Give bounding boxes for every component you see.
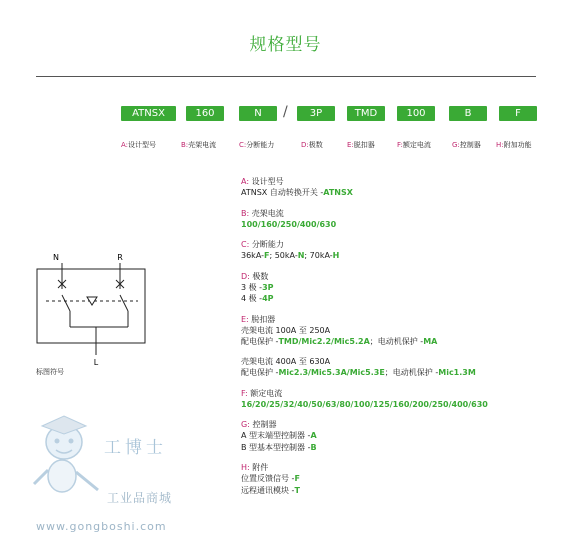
spec-item-a: A: 设计型号 ATNSX 自动转换开关 -ATNSX — [241, 177, 353, 197]
code-box-g: B — [449, 106, 487, 121]
spec-item-g: G: 控制器 A 型末端型控制器 -A B 型基本型控制器 -B — [241, 420, 317, 452]
title-divider — [36, 76, 536, 77]
code-box-f: 100 — [397, 106, 435, 121]
spec-list — [241, 176, 561, 505]
code-box-d: 3P — [297, 106, 335, 121]
spec-item-h: H: 附件 位置反馈信号 -F 远程通讯模块 -T — [241, 463, 300, 495]
spec-item-f: F: 额定电流 16/20/25/32/40/50/63/80/100/125/160/200/250/400/630 — [241, 388, 488, 409]
watermark-url: www.gongboshi.com — [36, 520, 167, 533]
r-switch-blade — [120, 295, 128, 311]
code-label-e: E:脱扣器 — [347, 141, 375, 149]
switch-symbol-diagram — [36, 251, 148, 367]
code-label-f: F:额定电流 — [397, 141, 431, 149]
symbol-caption: 标图符号 — [36, 368, 64, 376]
spec-item-d: D: 极数 3 极 -3P 4 极 -4P — [241, 271, 274, 303]
watermark-brand: 工博士 — [104, 438, 167, 458]
symbol-label-r: R — [117, 253, 123, 262]
code-box-c: N — [239, 106, 277, 121]
spec-item-e: E: 脱扣器 壳架电流 100A 至 250A 配电保护 -TMD/Mic2.2/Mic5.2A；电动机保护 -MA 壳架电流 400A 至 630A 配电保护 -Mic2.3/Mic5.3A/Mic5.3E；电动机保护 -Mic1.3M — [241, 314, 476, 377]
symbol-frame — [37, 269, 145, 343]
symbol-label-l: L — [93, 358, 99, 367]
code-box-a: ATNSX — [121, 106, 176, 121]
code-label-c: C:分断能力 — [239, 141, 275, 149]
code-label-h: H:附加功能 — [496, 141, 532, 149]
spec-item-c: C: 分断能力 36kA-F; 50kA-N; 70kA-H — [241, 240, 340, 260]
code-label-a: A:设计型号 — [121, 141, 157, 149]
n-switch-blade — [62, 295, 70, 311]
code-label-d: D:极数 — [301, 141, 323, 149]
code-label-g: G:控制器 — [452, 141, 481, 149]
model-code-row — [0, 106, 571, 122]
code-separator: / — [283, 104, 288, 120]
page-title: 规格型号 — [249, 35, 322, 55]
code-box-b: 160 — [186, 106, 224, 121]
code-box-h: F — [499, 106, 537, 121]
spec-item-b: B: 壳架电流 100/160/250/400/630 — [241, 208, 337, 229]
watermark-subtitle: 工业品商城 — [107, 491, 173, 505]
symbol-label-n: N — [53, 253, 59, 262]
code-label-b: B:壳架电流 — [181, 141, 217, 149]
code-box-e: TMD — [347, 106, 385, 121]
